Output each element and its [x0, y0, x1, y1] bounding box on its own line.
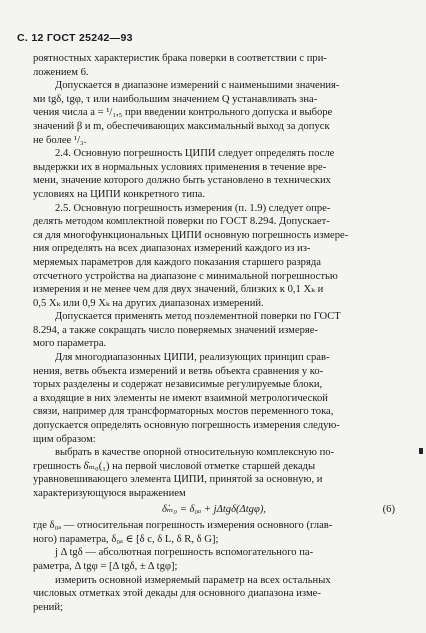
text-line: роятностных характеристик брака поверки в соответствии с при- [33, 53, 327, 64]
text-line: щим образом: [33, 433, 96, 445]
text-line: Допускается применять метод поэлементной поверки по ГОСТ [55, 311, 341, 323]
text-line: Допускается в диапазоне измерений с наименьшими значения- [55, 80, 340, 92]
text-line: 0,5 Xₖ или 0,9 Xₖ на других диапазонах измерений. [33, 297, 264, 309]
text-line: характеризующуюся выражением [33, 488, 186, 499]
text-line: меряемых параметров для каждого показания старшего разряда [33, 256, 321, 268]
text-line: условиях на ЦИПИ конкретного типа. [33, 188, 206, 200]
text-line: нения, ветвь объекта измерений и ветвь объекта сравнения у ко- [33, 365, 324, 377]
text-line: ся для многофункциональных ЦИПИ основную погрешность измере- [33, 229, 349, 241]
scan-mark [419, 448, 423, 454]
text-line: ния определять на всех диапазонах измерений каждого из из- [33, 243, 311, 255]
text-line: где δ₀ₐ — относительная погрешность измерения основного (глав- [33, 520, 333, 532]
text-line: 2.4. Основную погрешность ЦИПИ следует определять после [55, 148, 335, 160]
formula [33, 503, 395, 517]
text-line: мени, значение которого должно быть установлено в технических [33, 175, 331, 187]
text-line: выбрать в качестве опорной относительную комплексную по- [55, 447, 335, 459]
text-line: Для многодиапазонных ЦИПИ, реализующих принцип срав- [55, 352, 330, 364]
text-line: j Δ tgδ — абсолютная погрешность вспомогательного па- [55, 547, 314, 559]
text-line: делять методом комплектной поверки по ГОСТ 8.294. Допускает- [33, 216, 330, 228]
text-line: допускается определять основную погрешность измерения следую- [33, 420, 340, 432]
text-line: не более ¹/₃. [33, 134, 87, 146]
formula-expression: δ̇ₘ₀ = δ₀ₐ + jΔtgδ(Δtgφ), [161, 503, 267, 515]
text-line: ми tgδ, tgφ, τ или наибольшим значением Q устанавливать зна- [33, 93, 318, 105]
text-line: связи, например для трансформаторных мостов переменного тока, [33, 406, 334, 418]
text-line: числовых отметках этой декады для основного диапазона изме- [33, 588, 321, 600]
formula-number: (6) [382, 503, 395, 515]
text-line: измерения и не менее чем для двух значений, близких к 0,1 Xₖ и [33, 284, 324, 296]
text-line: раметра, Δ tgφ = [Δ tgδ, ± Δ tgφ]; [33, 560, 178, 572]
text-line: мого параметра. [33, 338, 107, 350]
text-line: выдержки их в нормальных условиях применения в течение вре- [33, 161, 327, 173]
text-line: отсчетного устройства на диапазоне с минимальной погрешностью [33, 270, 338, 282]
text-line: ложением 6. [33, 66, 89, 78]
text-line: 8.294, а также сокращать число поверяемых значений измеряе- [33, 324, 318, 336]
text-line: чения числа a = ¹/₁,₅ при введении контрольного допуска и выборе [33, 107, 333, 119]
page-header: С. 12 ГОСТ 25242—93 [17, 32, 133, 44]
text-line: торых разделены и содержат независимые регулируемые блоки, [33, 379, 323, 391]
text-line: значений β и m, обеспечивающих максимальный выход за допуск [33, 120, 330, 132]
text-line: уравновешивающего элемента ЦИПИ, принятой за основную, и [33, 474, 323, 486]
text-line: ного) параметра, δ₀ₐ ∈ [δ c, δ L, δ R, δ G]; [33, 533, 219, 545]
text-line: грешность δ̇ₘ₀(₁) на первой числовой отметке старшей декады [33, 460, 316, 472]
text-line: а входящие в них элементы не имеют взаимной метрологической [33, 392, 328, 404]
text-line: рений; [33, 601, 63, 613]
text-line: измерить основной измеряемый параметр на всех остальных [55, 574, 331, 586]
text-line: 2.5. Основную погрешность измерения (п. 1.9) следует опре- [55, 202, 331, 214]
document-body [33, 52, 395, 614]
